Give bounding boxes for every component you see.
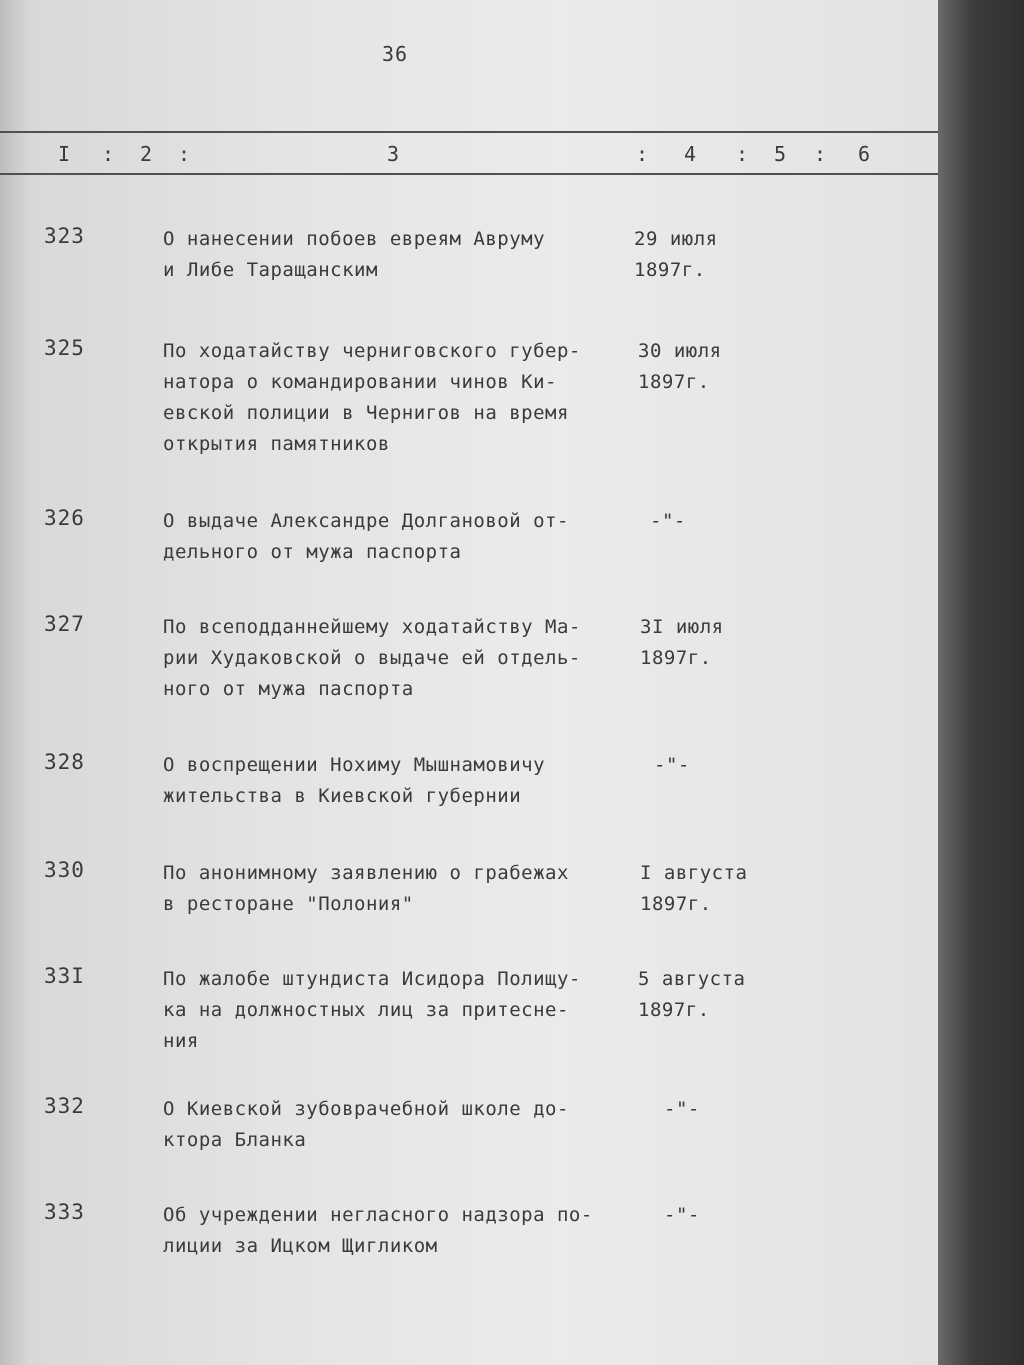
- entry-date-line: 1897г.: [634, 259, 706, 281]
- entry-title: [163, 858, 633, 920]
- column-separator: :: [102, 142, 115, 166]
- entry-title-line: По всеподданнейшему ходатайству Ма-: [163, 616, 581, 638]
- entry-title-line: По жалобе штундиста Исидора Полищу-: [163, 968, 581, 990]
- entry-title-line: О выдаче Александре Долгановой от-: [163, 510, 569, 532]
- entry-title: [163, 336, 633, 460]
- entry-number: 326: [44, 506, 85, 530]
- entry-number: 332: [44, 1094, 85, 1118]
- entry-title-line: ктора Бланка: [163, 1129, 307, 1151]
- entry-date-line: 3I июля: [640, 616, 724, 638]
- entry-date: [634, 224, 718, 286]
- entry-date: [640, 612, 724, 674]
- entry-title-line: в ресторане "Полония": [163, 893, 414, 915]
- header-top-rule: [0, 131, 938, 133]
- entry-title-line: и Либе Таращанским: [163, 259, 378, 281]
- background-shadow: [938, 0, 1024, 1365]
- entry-title: [163, 750, 633, 812]
- entry-date: [640, 858, 747, 920]
- entry-number: 325: [44, 336, 85, 360]
- entry-title: [163, 612, 633, 705]
- column-header-3: 3: [387, 142, 400, 166]
- entry-date-line: -"-: [664, 1204, 700, 1226]
- entry-number: 327: [44, 612, 85, 636]
- entry-number: 328: [44, 750, 85, 774]
- column-header-2: 2: [140, 142, 153, 166]
- entry-title-line: По ходатайству черниговского губер-: [163, 340, 581, 362]
- entry-title: [163, 224, 633, 286]
- entry-title-line: По анонимному заявлению о грабежах: [163, 862, 569, 884]
- entry-date-line: 5 августа: [638, 968, 746, 990]
- column-header-5: 5: [774, 142, 787, 166]
- entry-number: 323: [44, 224, 85, 248]
- entry-date-line: 30 июля: [638, 340, 722, 362]
- entry-title-line: О Киевской зубоврачебной школе до-: [163, 1098, 569, 1120]
- entry-title-line: О нанесении побоев евреям Авруму: [163, 228, 546, 250]
- entry-date-line: -"-: [650, 510, 686, 532]
- page-number: 36: [382, 42, 409, 66]
- entry-date: [650, 506, 686, 537]
- column-separator: :: [636, 142, 649, 166]
- entry-date-line: 29 июля: [634, 228, 718, 250]
- entry-number: 33I: [44, 964, 85, 988]
- header-bottom-rule: [0, 173, 938, 175]
- entry-number: 333: [44, 1200, 85, 1224]
- column-separator: :: [814, 142, 827, 166]
- entry-date-line: 1897г.: [638, 999, 710, 1021]
- entry-title-line: ного от мужа паспорта: [163, 678, 414, 700]
- entry-title-line: Об учреждении негласного надзора по-: [163, 1204, 593, 1226]
- entry-number: 330: [44, 858, 85, 882]
- entry-title: [163, 964, 633, 1057]
- entry-date: [664, 1094, 700, 1125]
- entry-date-line: 1897г.: [640, 893, 712, 915]
- entry-date: [638, 336, 722, 398]
- entry-title-line: О воспрещении Нохиму Мышнамовичу: [163, 754, 546, 776]
- entry-date-line: I августа: [640, 862, 748, 884]
- entry-date: [664, 1200, 700, 1231]
- entry-date-line: -"-: [654, 754, 690, 776]
- entry-title-line: открытия памятников: [163, 433, 390, 455]
- page-fold-shadow: [0, 0, 30, 1365]
- column-separator: :: [178, 142, 191, 166]
- entry-date-line: -"-: [664, 1098, 700, 1120]
- column-header-1: I: [58, 142, 71, 166]
- entry-title-line: евской полиции в Чернигов на время: [163, 402, 569, 424]
- entry-title: [163, 1094, 633, 1156]
- entry-title: [163, 1200, 633, 1262]
- entry-title-line: натора о командировании чинов Ки-: [163, 371, 557, 393]
- entry-date-line: 1897г.: [640, 647, 712, 669]
- entry-date-line: 1897г.: [638, 371, 710, 393]
- entry-date: [654, 750, 690, 781]
- entry-title-line: жительства в Киевской губернии: [163, 785, 522, 807]
- column-header-6: 6: [858, 142, 871, 166]
- entry-title-line: ния: [163, 1030, 199, 1052]
- entry-date: [638, 964, 745, 1026]
- column-separator: :: [736, 142, 749, 166]
- column-header-4: 4: [684, 142, 697, 166]
- entry-title-line: ка на должностных лиц за притесне-: [163, 999, 569, 1021]
- entry-title-line: лиции за Ицком Щигликом: [163, 1235, 438, 1257]
- entry-title: [163, 506, 633, 568]
- entry-title-line: дельного от мужа паспорта: [163, 541, 462, 563]
- entry-title-line: рии Худаковской о выдаче ей отдель-: [163, 647, 581, 669]
